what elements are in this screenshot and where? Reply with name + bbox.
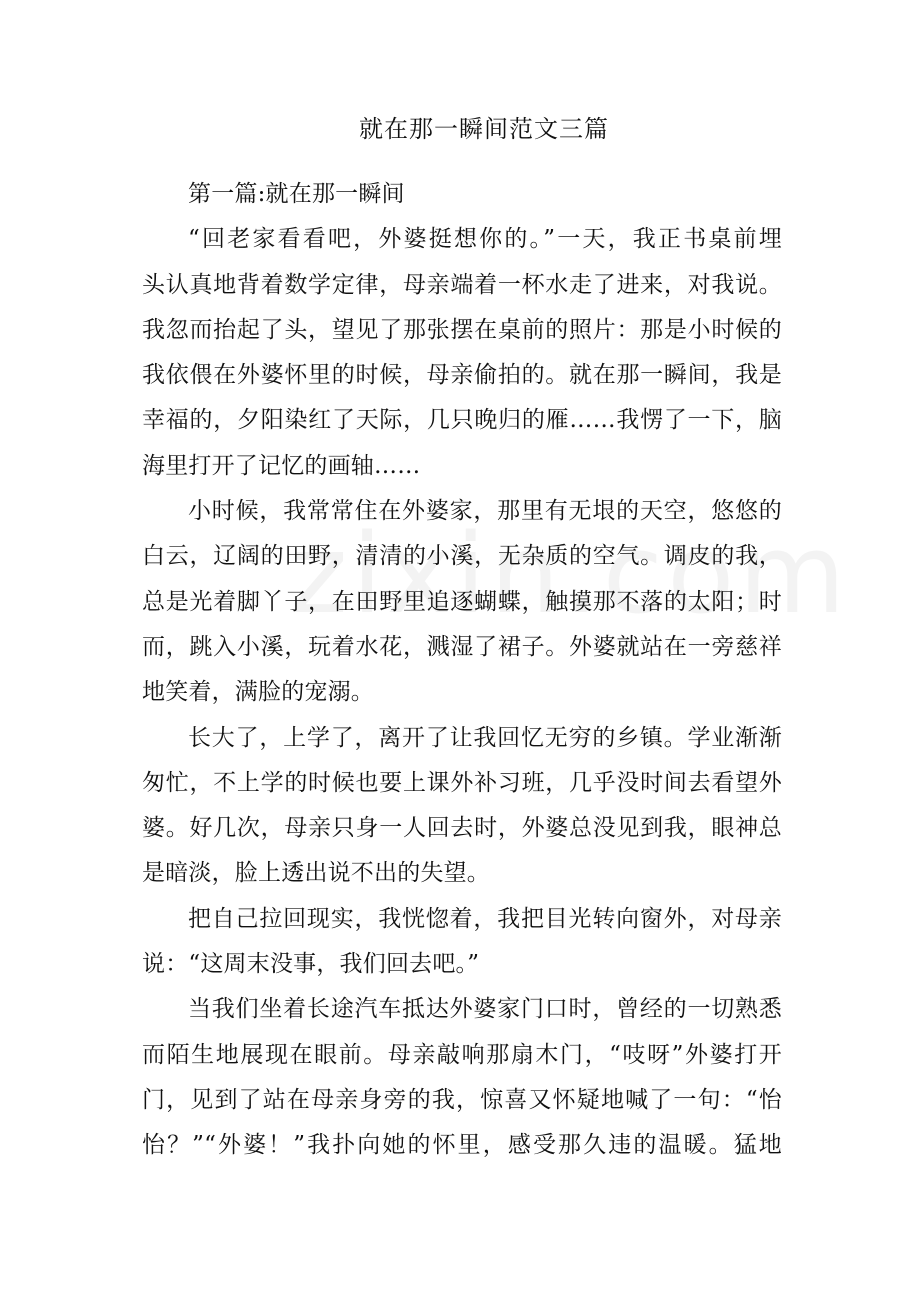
text-line: 白云，辽阔的田野，清清的小溪，无杂质的空气。调皮的我， [142, 543, 782, 570]
text-line: 海里打开了记忆的画轴…… [142, 452, 421, 479]
text-line: 总是光着脚丫子，在田野里追逐蝴蝶，触摸那不落的太阳；时 [142, 588, 782, 615]
text-line: 我依偎在外婆怀里的时候，母亲偷拍的。就在那一瞬间，我是 [142, 362, 782, 389]
text-line: 当我们坐着长途汽车抵达外婆家门口时，曾经的一切熟悉 [188, 996, 782, 1023]
text-line: 门，见到了站在母亲身旁的我，惊喜又怀疑地喊了一句：“怡 [142, 1086, 782, 1113]
text-line: 第一篇:就在那一瞬间 [188, 181, 405, 207]
text-line: 头认真地背着数学定律，母亲端着一杯水走了进来，对我说。 [142, 271, 782, 298]
text-line: 说：“这周末没事，我们回去吧。” [142, 951, 480, 978]
text-line: 婆。好几次，母亲只身一人回去时，外婆总没见到我，眼神总 [142, 815, 782, 842]
text-line: 小时候，我常常住在外婆家，那里有无垠的天空，悠悠的 [188, 498, 782, 525]
text-line: 怡？”“外婆！”我扑向她的怀里，感受那久违的温暖。猛地 [142, 1132, 782, 1159]
document-title: 就在那一瞬间范文三篇 [359, 115, 609, 143]
text-line: 地笑着，满脸的宠溺。 [142, 679, 374, 706]
text-line: 幸福的，夕阳染红了天际，几只晚归的雁……我愣了一下，脑 [142, 407, 782, 434]
document-body [142, 172, 782, 1169]
text-line: “回老家看看吧，外婆挺想你的。”一天，我正书桌前埋 [188, 226, 782, 253]
text-line: 把自己拉回现实，我恍惚着，我把目光转向窗外，对母亲 [188, 905, 782, 932]
text-line: 是暗淡，脸上透出说不出的失望。 [142, 860, 490, 887]
text-line: 匆忙，不上学的时候也要上课外补习班，几乎没时间去看望外 [142, 769, 782, 796]
text-line: 而陌生地展现在眼前。母亲敲响那扇木门，“吱呀”外婆打开 [142, 1041, 782, 1068]
text-line: 而，跳入小溪，玩着水花，溅湿了裙子。外婆就站在一旁慈祥 [142, 633, 782, 660]
text-line: 我忽而抬起了头，望见了那张摆在桌前的照片：那是小时候的 [142, 316, 782, 343]
text-line: 长大了，上学了，离开了让我回忆无穷的乡镇。学业渐渐 [188, 724, 782, 751]
